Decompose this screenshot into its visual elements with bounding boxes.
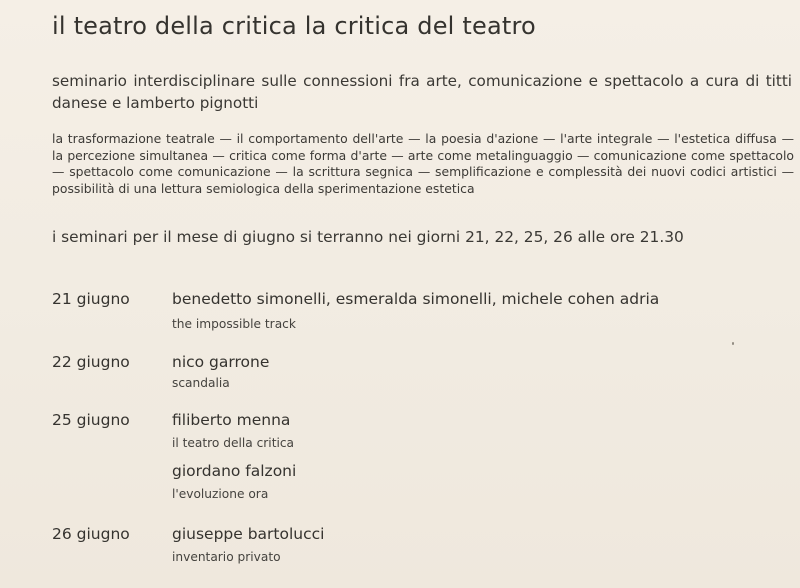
entry-speaker: nico garrone	[172, 353, 270, 371]
entry-talk: the impossible track	[172, 317, 296, 331]
entry-speaker: benedetto simonelli, esmeralda simonelli, michele cohen adria	[172, 290, 660, 308]
entry-talk: l'evoluzione ora	[172, 487, 269, 501]
topics-paragraph: la trasformazione teatrale — il comportamento dell'arte — la poesia d'azione — l'arte integrale — l'estetica diffusa — la percezione simultanea — critica come forma d'arte — arte come metalinguaggio — comunicazione come spettacolo — spettacolo come comunicazione — la scrittura segnica — semplificazione e complessità dei nuovi codici artistici — possibilità di una lettura semiologica della sperimentazione estetica	[52, 131, 794, 196]
entry-date: 21 giugno	[52, 290, 130, 308]
seminar-subtitle: seminario interdisciplinare sulle connessioni fra arte, comunicazione e spettacolo a cura di titti danese e lamberto pignotti	[52, 72, 792, 112]
entry-date: 22 giugno	[52, 353, 130, 371]
entry-speaker: giordano falzoni	[172, 462, 297, 480]
entry-date: 25 giugno	[52, 411, 130, 429]
entry-speaker: filiberto menna	[172, 411, 291, 429]
entry-speaker: giuseppe bartolucci	[172, 525, 325, 543]
paper-speck	[732, 342, 734, 345]
entry-talk: inventario privato	[172, 550, 281, 564]
entry-talk: scandalia	[172, 376, 230, 390]
entry-talk: il teatro della critica	[172, 436, 295, 450]
entry-date: 26 giugno	[52, 525, 130, 543]
document-title: il teatro della critica la critica del teatro	[52, 12, 536, 40]
schedule-intro: i seminari per il mese di giugno si terranno nei giorni 21, 22, 25, 26 alle ore 21.30	[52, 228, 684, 246]
